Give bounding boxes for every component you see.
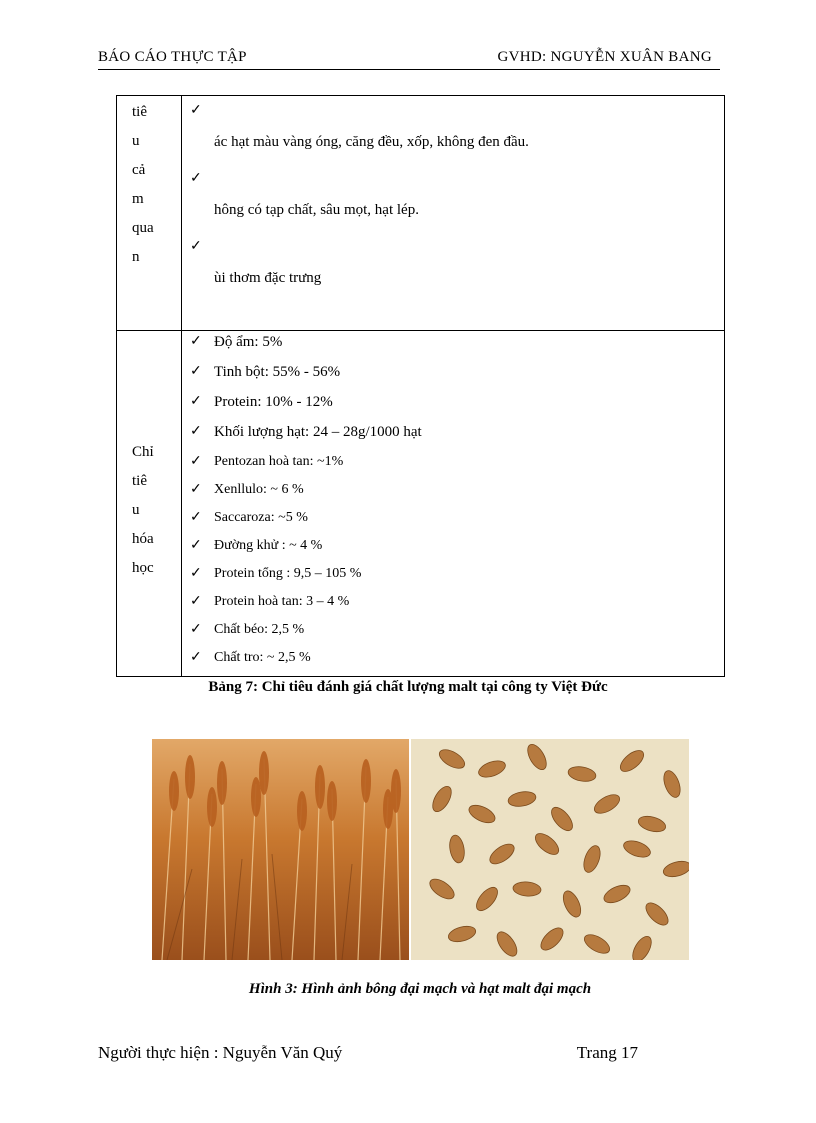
list-item — [182, 619, 724, 647]
checkmark-icon: ✓ — [190, 103, 202, 118]
label-line: cả — [132, 162, 146, 178]
checkmark-icon: ✓ — [190, 510, 202, 525]
label-line: tiê — [132, 473, 147, 489]
list-item — [182, 421, 724, 451]
list-item — [182, 479, 724, 507]
criterion-text: Protein hoà tan: 3 – 4 % — [214, 594, 350, 609]
criterion-text: Protein: 10% - 12% — [214, 394, 333, 410]
criterion-text: Saccaroza: ~5 % — [214, 510, 308, 525]
figure-caption: Hình 3: Hình ảnh bông đại mạch và hạt malt đại mạch — [248, 981, 592, 997]
checkmark-icon: ✓ — [190, 622, 202, 637]
chemical-row — [117, 331, 725, 677]
list-item — [182, 591, 724, 619]
criterion-text: Chất béo: 2,5 % — [214, 622, 305, 637]
criterion-text: Đường khử : ~ 4 % — [214, 538, 323, 553]
label-line: hóa — [132, 531, 154, 547]
label-line: m — [132, 191, 144, 207]
chemical-criteria-cell — [182, 331, 725, 677]
chemical-label-cell — [117, 331, 182, 677]
list-item — [182, 391, 724, 421]
sensory-row — [117, 96, 725, 331]
checkmark-icon: ✓ — [190, 566, 202, 581]
label-line: u — [132, 133, 140, 149]
criterion-text: Pentozan hoà tan: ~1% — [214, 454, 344, 469]
checkmark-icon: ✓ — [190, 650, 202, 665]
chemical-label — [126, 424, 172, 583]
criterion-text: Protein tổng : 9,5 – 105 % — [214, 566, 362, 581]
label-line: học — [132, 560, 154, 576]
barley-photos — [152, 739, 689, 960]
label-line: Chỉ — [132, 444, 154, 460]
criterion-text: Độ ẩm: 5% — [214, 334, 283, 350]
malt-quality-table — [116, 95, 725, 677]
table-caption: Bảng 7: Chỉ tiêu đánh giá chất lượng malt tại công ty Việt Đức — [208, 679, 608, 695]
checkmark-icon: ✓ — [190, 454, 202, 469]
label-line: u — [132, 502, 140, 518]
list-item — [182, 563, 724, 591]
checkmark-icon: ✓ — [190, 594, 202, 609]
barley-image-pair — [152, 739, 689, 960]
criterion-text: Xenllulo: ~ 6 % — [214, 482, 304, 497]
list-item — [182, 647, 724, 675]
malt-grains-photo — [411, 739, 689, 960]
page-number: Trang 17 — [576, 1043, 638, 1062]
criterion-text: Khối lượng hạt: 24 – 28g/1000 hạt — [214, 424, 422, 440]
criterion-text: hông có tạp chất, sâu mọt, hạt lép. — [214, 202, 419, 218]
barley-field-photo — [152, 739, 409, 960]
report-title: BÁO CÁO THỰC TẬP — [98, 49, 247, 65]
label-line: tiê — [132, 104, 147, 120]
checkmark-icon: ✓ — [190, 394, 202, 409]
checkmark-icon: ✓ — [190, 334, 202, 349]
checkmark-icon: ✓ — [190, 538, 202, 553]
advisor-name: GVHD: NGUYỄN XUÂN BANG — [497, 49, 712, 65]
label-line: qua — [132, 220, 154, 236]
list-item — [182, 331, 724, 361]
list-item — [182, 535, 724, 563]
checkmark-icon: ✓ — [190, 239, 202, 254]
sensory-criteria-cell — [182, 96, 725, 331]
label-line: n — [132, 249, 140, 265]
checkmark-icon: ✓ — [190, 171, 202, 186]
list-item — [182, 507, 724, 535]
checkmark-icon: ✓ — [190, 482, 202, 497]
list-item — [182, 164, 724, 232]
sensory-label-cell — [117, 96, 182, 331]
page-header — [98, 49, 720, 70]
author-name: Người thực hiện : Nguyễn Văn Quý — [98, 1043, 343, 1062]
criterion-text: Tinh bột: 55% - 56% — [214, 364, 341, 380]
list-item — [182, 232, 724, 300]
checkmark-icon: ✓ — [190, 364, 202, 379]
criterion-text: ác hạt màu vàng óng, căng đều, xốp, không đen đầu. — [214, 134, 529, 150]
list-item — [182, 96, 724, 164]
criterion-text: ùi thơm đặc trưng — [214, 270, 322, 286]
checkmark-icon: ✓ — [190, 424, 202, 439]
criterion-text: Chất tro: ~ 2,5 % — [214, 650, 311, 665]
sensory-label — [126, 96, 172, 272]
list-item — [182, 451, 724, 479]
list-item — [182, 361, 724, 391]
